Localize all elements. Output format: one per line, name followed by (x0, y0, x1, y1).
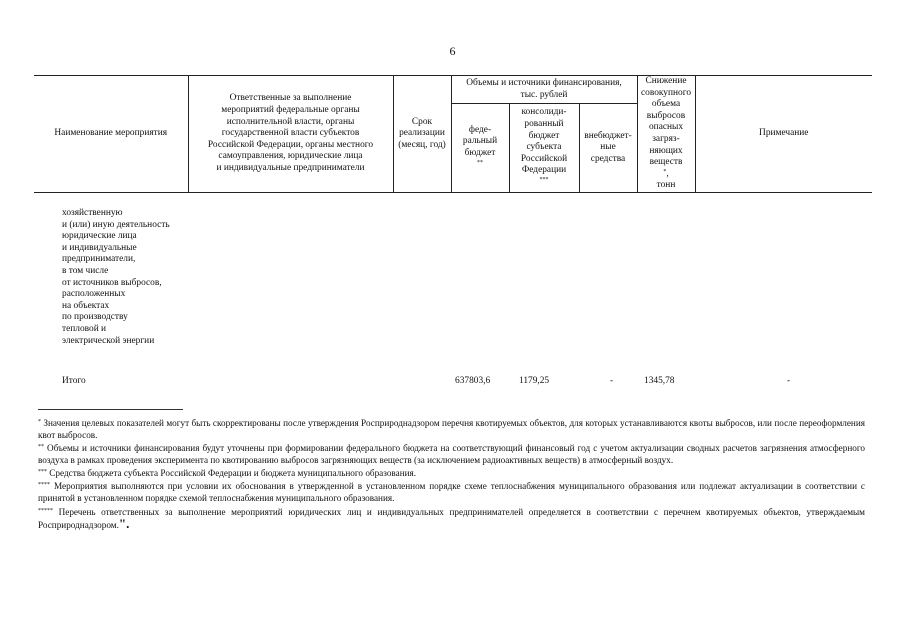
header-reduction-cell (637, 76, 695, 193)
header-reduction-mark: * (663, 168, 667, 175)
text-line: от источников выбросов, (62, 277, 162, 288)
header-consolidated (512, 107, 577, 177)
footnote-mark: ** (38, 444, 44, 451)
footnote-text: Значения целевых показателей могут быть скорректированы после утверждения Росприроднадзором перечня квотируемых объектов, для которых устанавливаются квоты выбросов, или после переоформления квот выбросов. (38, 418, 865, 440)
footnote-separator (38, 409, 183, 410)
text-line: Срок (411, 116, 433, 127)
header-reduction (638, 76, 695, 169)
text-line: Российской Федерации, органы местного (207, 139, 374, 150)
text-line: самоуправления, юридические лица (218, 151, 363, 162)
total-label: Итого (62, 376, 86, 386)
footnote-5 (38, 507, 865, 533)
text-line: няющих (649, 145, 683, 156)
footnote-mark: * (38, 419, 41, 425)
footnote-4 (38, 481, 865, 505)
header-federal (454, 125, 507, 160)
closing-quote: ". (118, 516, 130, 532)
text-line: Российской (520, 153, 568, 164)
total-row (62, 376, 872, 388)
footnote-mark: *** (38, 469, 47, 476)
text-line: исполнительной власти, органы (226, 116, 355, 127)
header-term (396, 117, 449, 152)
text-line: феде- (468, 124, 492, 135)
total-note: - (787, 376, 791, 386)
text-line: и индивидуальные предприниматели (216, 162, 365, 173)
text-line: опасных (648, 122, 684, 133)
header-term-cell (393, 76, 451, 193)
text-line: средства (590, 153, 626, 164)
header-name: Наименование мероприятия (54, 128, 168, 139)
text-line: в том числе (62, 265, 109, 276)
header-funding-group-cell (451, 76, 637, 104)
text-line: Федерации (521, 165, 567, 176)
text-line: юридические лица (62, 231, 137, 242)
text-line: бюджет (464, 148, 496, 158)
footnotes (38, 418, 865, 534)
footnote-text: Перечень ответственных за выполнение мероприятий юридических лиц и индивидуальных предпринимателей определяется в соответствии с перечнем квотируемых объектов, утверждаемым Росприроднадзором. (38, 506, 865, 531)
text-line: государственной власти субъектов (221, 128, 360, 139)
measure-description (62, 208, 170, 347)
text-line: предприниматели, (62, 254, 136, 265)
text-line: рованный (524, 119, 564, 130)
text-line: расположенных (62, 289, 126, 300)
header-consolidated-cell (509, 104, 579, 193)
header-note-cell (695, 76, 872, 193)
header-offbudget-cell (579, 104, 637, 193)
text-line: Снижение (645, 76, 687, 87)
footnote-1 (38, 418, 865, 442)
header-offbudget (582, 131, 635, 166)
text-line: на объектах (62, 300, 110, 311)
text-line: реализации (399, 128, 445, 139)
text-line: Ответственные за выполнение (229, 93, 352, 104)
text-line: (месяц, год) (398, 139, 446, 150)
header-funding-group (454, 78, 635, 101)
text-line: внебюджет- (584, 130, 632, 141)
header-name-cell (34, 76, 188, 193)
footnote-text: Объемы и источники финансирования будут уточнены при формировании федерального бюджета на соответствующий финансовый год с учетом актуализации сводных расчетов загрязнения атмосферного воздуха в рамках проведения эксперимента по квотированию выбросов загрязняющих веществ (за исключением радиоактивных веществ) в атмосферный воздух. (38, 443, 865, 465)
text-line: выбросов (646, 110, 686, 121)
text-line: мероприятий федеральные органы (221, 105, 360, 116)
header-consolidated-mark: *** (539, 176, 549, 183)
text-line: объема (651, 99, 681, 110)
total-federal: 637803,6 (455, 376, 491, 386)
page-number: 6 (449, 44, 456, 58)
footnote-text: Средства бюджета субъекта Российской Федерации и бюджета муниципального образования. (47, 468, 417, 479)
text-line: бюджет (528, 130, 560, 141)
text-line: по производству (62, 312, 128, 323)
header-reduction-unit: тонн (656, 180, 676, 191)
text-line: субъекта (526, 142, 562, 153)
header-responsible (191, 93, 391, 174)
header-federal-mark: ** (477, 159, 483, 166)
text-line: и (или) иную деятельность (62, 219, 170, 230)
text-line: тепловой и (62, 323, 107, 334)
text-line: загряз- (652, 134, 680, 144)
header-note: Примечание (759, 128, 809, 139)
footnote-text: Мероприятия выполняются при условии их обоснования в утвержденной в установленном порядке схеме теплоснабжения муниципального образования или подлежат актуализации в соответствии с принятой в установленном порядке схемой теплоснабжения муниципального образования. (38, 481, 865, 504)
header-federal-cell (451, 104, 509, 193)
header-reduction-tail: , (666, 168, 669, 179)
total-offbudget: - (610, 376, 614, 386)
text-line: хозяйственную (62, 208, 123, 218)
text-line: и индивидуальные (62, 242, 137, 253)
text-line: ные (600, 142, 616, 153)
footnote-3 (38, 468, 865, 480)
text-line: тыс. рублей (520, 89, 568, 100)
text-line: веществ (649, 157, 683, 168)
text-line: совокупного (640, 87, 692, 98)
text-line: Объемы и источники финансирования, (466, 77, 622, 88)
total-consolidated: 1179,25 (519, 376, 550, 386)
text-line: консолиди- (521, 107, 567, 118)
header-table (34, 75, 872, 193)
footnote-mark: **** (38, 482, 50, 489)
total-reduction: 1345,78 (644, 376, 675, 386)
text-line: ральный (462, 136, 498, 147)
footnote-2 (38, 443, 865, 467)
text-line: электрической энергии (62, 335, 155, 346)
footnote-mark: ***** (38, 507, 53, 514)
header-responsible-cell (188, 76, 393, 193)
